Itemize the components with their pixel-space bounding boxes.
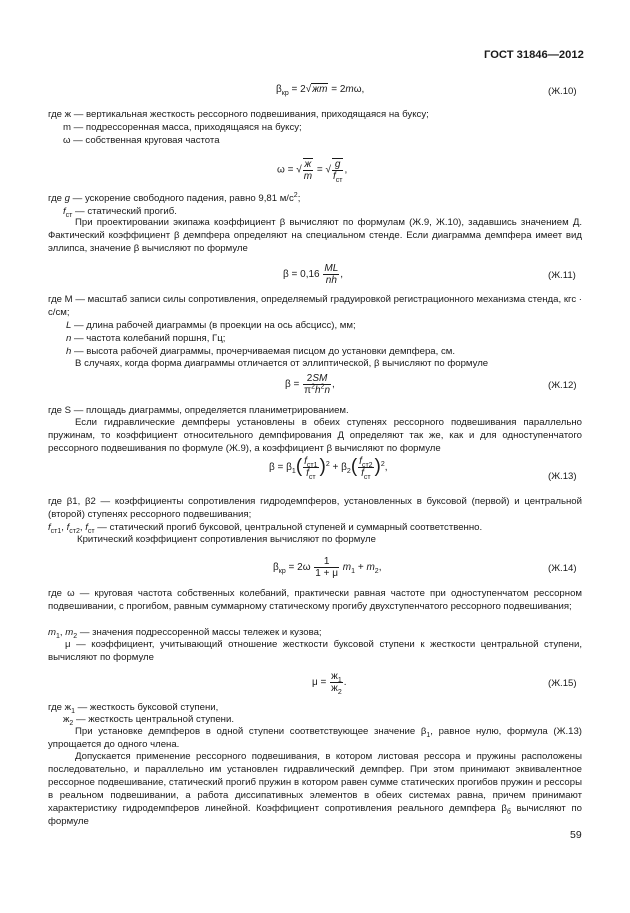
line-critical: Критический коэффициент сопротивления вычисляют по формуле: [77, 534, 376, 545]
line-g: где g — ускорение свободного падения, равно 9,81 $м/с^2$;: [48, 191, 301, 204]
line-zh2: $ж_2$ — жесткость центральной ступени.: [63, 714, 234, 727]
eq-number-zh13: (Ж.13): [548, 471, 577, 482]
eq-number-zh11: (Ж.11): [548, 270, 576, 281]
paragraph-one-stage: При установке демпферов в одной ступени соответствующее значение $\beta_1$, равное нулю, формула (Ж.13) упрощается до одного члена.: [48, 726, 582, 750]
line-n: n — частота колебаний поршня, Гц;: [66, 333, 226, 344]
eq-number-zh15: (Ж.15): [548, 678, 577, 689]
formula-zh15: μ = $\frac{ж_1}{ж_2}$ .: [312, 671, 347, 696]
formula-zh12: β = $\frac{2SM}{\pi^2h^2n}$ ,: [285, 373, 335, 396]
formula-zh14: $\beta_{кр} = 2\omega$ $\frac{1}{1 + \mu}$ $m_1 + m_2$,: [273, 556, 382, 579]
sqrt-symbol: √: [305, 84, 312, 95]
paragraph-M: где М — масштаб записи силы сопротивления, определяемый градуировкой регистрационного механизма стенда, кгс · с/см;: [48, 294, 582, 318]
eq-number-zh10: (Ж.10): [548, 86, 577, 97]
formula-zh11: β = 0,16 $\frac{ML}{nh}$ ,: [283, 263, 344, 286]
line-where-zh: где ж — вертикальная жесткость рессорного подвешивания, приходящаяся на буксу;: [48, 109, 429, 120]
line-omega: ω — собственная круговая частота: [63, 135, 220, 146]
page-number: 59: [570, 829, 582, 841]
formula-zh10: $\beta_{кр} = 2√жm = 2m\omega$,: [276, 84, 365, 97]
line-fst-set: $f_{ст1}$, $f_{ст2}$, $f_{ст}$ — статический прогиб буксовой, центральной ступеней и суммарный соответственно.: [48, 522, 483, 535]
eq-number-zh14: (Ж.14): [548, 563, 577, 574]
standard-header: ГОСТ 31846—2012: [484, 49, 584, 61]
paragraph-mu: μ — коэффициент, учитывающий отношение жесткости буксовой ступени к жесткости центральной ступени, вычисляют по формуле: [48, 639, 582, 663]
formula-omega: ω = √ $\frac{ж}{m}$ = √ $\frac{g}{f_{ст}}$ ,: [277, 159, 348, 184]
line-h: h — высота рабочей диаграммы, прочерчиваемая писцом до установки демпфера, см.: [66, 346, 456, 357]
line-m12: $m_1$, $m_2$ — значения подрессоренной массы тележек и кузова;: [48, 627, 322, 640]
line-zh1: где $ж_1$ — жесткость буксовой ступени,: [48, 702, 219, 715]
line-m: m — подрессоренная масса, приходящаяся на буксу;: [63, 122, 302, 133]
line-fst: $f_{ст}$ — статический прогиб.: [63, 206, 177, 219]
paragraph-leaf-spring: Допускается применение рессорного подвешивания, в котором листовая рессора и пружины расположены последовательно, и параллельно им установлен гидравлический демпфер. При этом принимают эквивалентное рессорное подвешивание, статический прогиб пружин в котором равен сумме статических прогибов пружин и рессоры в реальном подвешивании, а работа диссипативных элементов в обеих системах равна, причем принимают характеристику гидродемпферов линейной. Коэффициент сопротивления реального демпфера $\beta_б$ вычисляют по формуле: [48, 751, 582, 827]
line-S: где S — площадь диаграммы, определяется планиметрированием.: [48, 405, 349, 416]
paragraph-omega-def: где ω — круговая частота собственных колебаний, практически равная частоте при одноступенчатом рессорном подвешивании, с прогибом, равным суммарному статическому прогибу двухступенчатого рессорного подвешивания;: [48, 588, 582, 612]
eq-number-zh12: (Ж.12): [548, 380, 577, 391]
paragraph-two-stage: Если гидравлические демпферы установлены в обеих ступенях рессорного подвешивания параллельно пружинам, то коэффициент относительного демпфирования Д определяют так же, как и для одноступенчатого рессорного подвешивания по формуле (Ж.9), а коэффициент β вычисляют по формуле: [48, 417, 582, 454]
line-L: L — длина рабочей диаграммы (в проекции на ось абсцисс), мм;: [66, 320, 356, 331]
paragraph-beta12: где β1, β2 — коэффициенты сопротивления гидродемпферов, установленных в буксовой (первой) и центральной (второй) ступенях рессорного подвешивания;: [48, 496, 582, 520]
line-elliptic: В случаях, когда форма диаграммы отличается от эллиптической, β вычисляют по формуле: [75, 358, 489, 369]
paragraph-design: При проектировании экипажа коэффициент β вычисляют по формулам (Ж.9, Ж.10), задавшись значением Д. Фактический коэффициент β демпфера определяют на специальном стенде. Если диаграмма демпфера имеет вид эллипса, значение β вычисляют по формуле: [48, 217, 582, 254]
formula-zh13: $\beta = \beta_1$( $\frac{f_{ст1}}{f_{ст}}$ )$^2 + \beta_2$( $\frac{f_{ст2}}{f_{ст}}$ )$^2$,: [269, 456, 388, 481]
